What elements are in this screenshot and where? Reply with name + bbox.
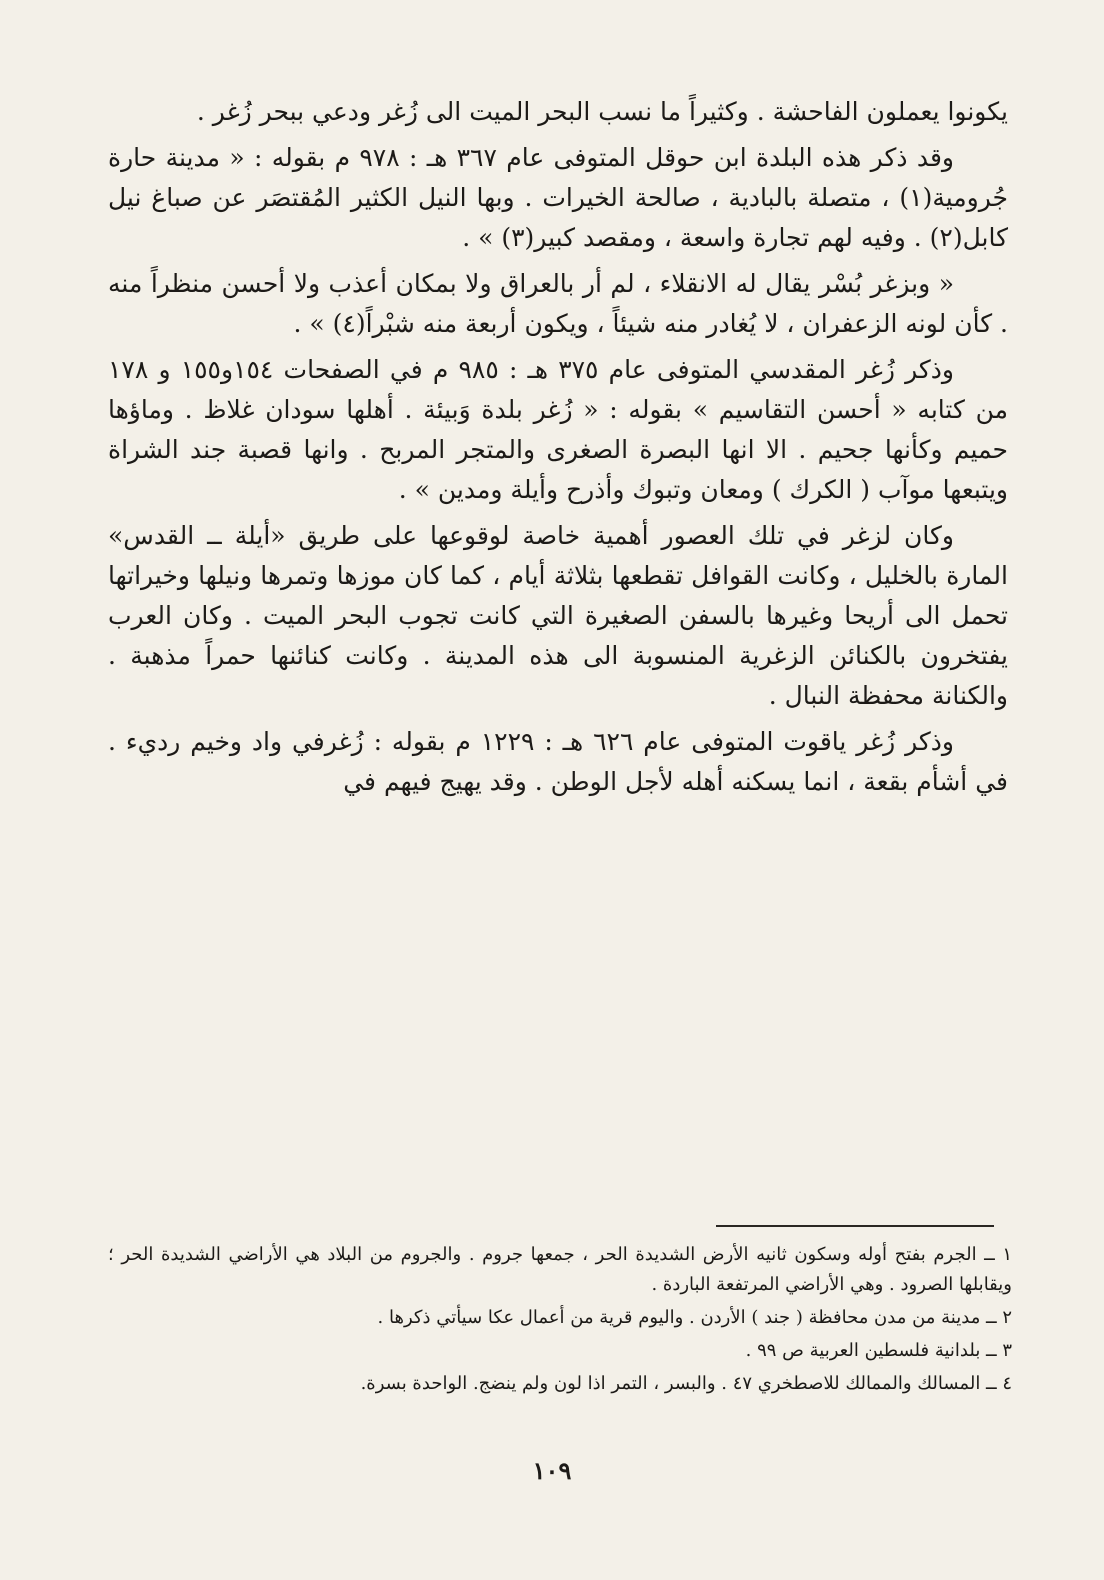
paragraph-4: وذكر زُغر المقدسي المتوفى عام ٣٧٥ هـ : ٩٨٥ م في الصفحات ١٥٤و١٥٥ و ١٧٨ من كتابه « أحسن التقاسيم » بقوله : « زُغر بلدة وَبيئة . أهلها سودان غلاظ . وماؤها حميم وكأنها جحيم . الا انها البصرة الصغرى والمتجر المربح . وانها قصبة جند الشراة ويتبعها موآب ( الكرك ) ومعان وتبوك وأذرح وأيلة ومدين » .: [108, 355, 1008, 504]
paragraph-1: يكونوا يعملون الفاحشة . وكثيراً ما نسب البحر الميت الى زُغر ودعي ببحر زُغر .: [196, 97, 1008, 126]
footnote-1: ١ ــ الجرم بفتح أوله وسكون ثانيه الأرض الشديدة الحر ، جمعها جروم . والجروم من البلاد هي الأراضي الشديدة الحر ؛ ويقابلها الصرود . وهي الأراضي المرتفعة الباردة .: [108, 1244, 1013, 1295]
paragraph-2: وقد ذكر هذه البلدة ابن حوقل المتوفى عام ٣٦٧ هـ : ٩٧٨ م بقوله : « مدينة حارة جُرومية(١) ، متصلة بالبادية ، صالحة الخيرات . وبها النيل الكثير المُقتصَر عن صباغ نيل كابل(٢) . وفيه لهم تجارة واسعة ، ومقصد كبير(٣) » .: [108, 143, 1008, 252]
footnote-2: ٢ ــ مدينة من مدن محافظة ( جند ) الأردن . واليوم قرية من أعمال عكا سيأتي ذكرها .: [377, 1307, 1012, 1328]
main-text-body: [108, 92, 1008, 808]
footnote-divider: [716, 1225, 994, 1227]
paragraph-5: وكان لزغر في تلك العصور أهمية خاصة لوقوعها على طريق «أيلة ــ القدس» المارة بالخليل ، وكانت القوافل تقطعها بثلاثة أيام ، كما كان موزها وتمرها ونيلها وخيراتها تحمل الى أريحا وغيرها بالسفن الصغيرة التي كانت تجوب البحر الميت . وكان العرب يفتخرون بالكنائن الزغرية المنسوبة الى هذه المدينة . وكانت كنائنها حمراً مذهبة . والكنانة محفظة النبال .: [108, 521, 1008, 710]
footnote-3: ٣ ــ بلدانية فلسطين العربية ص ٩٩ .: [745, 1340, 1012, 1361]
footnote-4: ٤ ــ المسالك والممالك للاصطخري ٤٧ . والبسر ، التمر اذا لون ولم ينضج. الواحدة بسرة.: [360, 1373, 1012, 1394]
page-number: ١٠٩: [532, 1456, 572, 1485]
paragraph-3: « وبزغر بُسْر يقال له الانقلاء ، لم أر بالعراق ولا بمكان أعذب ولا أحسن منظراً منه . كأن لونه الزعفران ، لا يُغادر منه شيئاً ، ويكون أربعة منه شبْراً(٤) » .: [108, 269, 1008, 338]
paragraph-6: وذكر زُغر ياقوت المتوفى عام ٦٢٦ هـ : ١٢٢٩ م بقوله : زُغرفي واد وخيم رديء . في أشأم بقعة ، انما يسكنه أهله لأجل الوطن . وقد يهيج فيهم في: [108, 727, 1008, 796]
footnotes: [108, 1240, 1012, 1402]
